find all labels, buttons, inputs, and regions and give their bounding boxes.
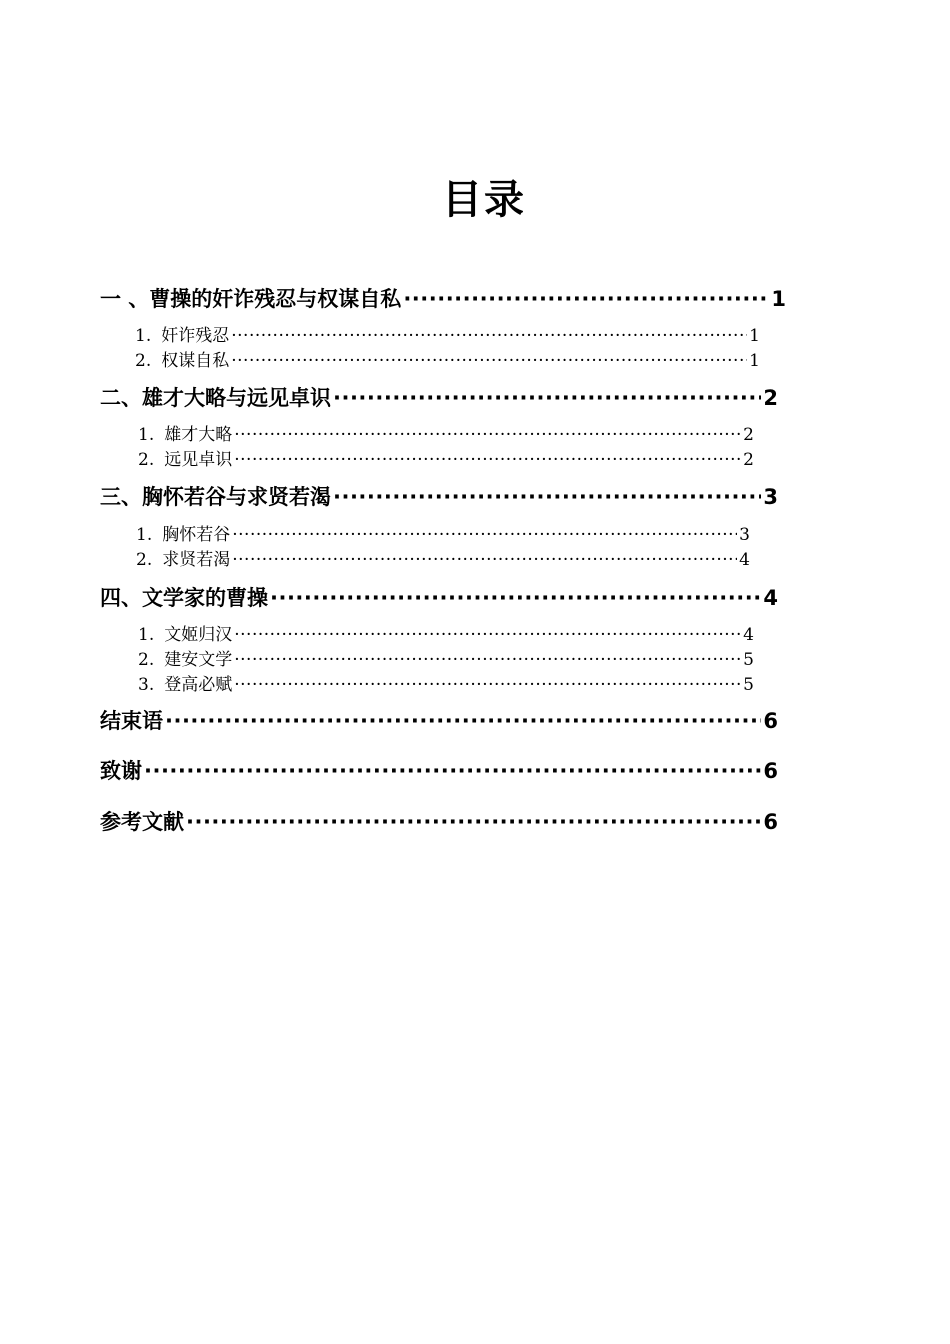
toc-entry-section-1-1[interactable] bbox=[135, 324, 760, 348]
toc-page-number: 2 bbox=[743, 425, 754, 445]
toc-entry-section-3[interactable] bbox=[100, 482, 778, 512]
toc-leader bbox=[234, 648, 741, 672]
toc-entry-section-4-3[interactable] bbox=[138, 673, 754, 697]
toc-entry-label: 一 、曹操的奸诈残忍与权谋自私 bbox=[100, 287, 402, 311]
toc-entry-label: 致谢 bbox=[100, 759, 142, 783]
toc-item-number: 2. bbox=[138, 650, 155, 670]
toc-page-number: 1 bbox=[749, 326, 760, 346]
toc-entry-label: 雄才大略 bbox=[164, 425, 233, 445]
toc-leader bbox=[232, 548, 737, 572]
toc-leader bbox=[231, 324, 747, 348]
toc-entry-label: 奸诈残忍 bbox=[161, 326, 230, 346]
toc-page-number: 4 bbox=[743, 625, 754, 645]
toc-entry-label: 权谋自私 bbox=[161, 351, 230, 371]
toc-leader bbox=[165, 706, 761, 736]
toc-leader bbox=[186, 807, 761, 837]
toc-page-number: 1 bbox=[749, 351, 760, 371]
toc-leader bbox=[270, 583, 761, 613]
toc-item-number: 1. bbox=[138, 425, 155, 445]
toc-page-number: 2 bbox=[763, 386, 778, 410]
toc-item-number: 1. bbox=[138, 625, 155, 645]
toc-entry-references[interactable] bbox=[100, 807, 778, 837]
toc-item-number: 2. bbox=[138, 450, 155, 470]
toc-entry-section-3-2[interactable] bbox=[136, 548, 750, 572]
toc-page-number: 1 bbox=[771, 287, 786, 311]
toc-entry-label: 参考文献 bbox=[100, 810, 184, 834]
toc-item-number: 1. bbox=[136, 525, 153, 545]
toc-entry-label: 登高必赋 bbox=[164, 675, 233, 695]
toc-leader bbox=[232, 523, 737, 547]
toc-entry-label: 远见卓识 bbox=[164, 450, 233, 470]
toc-page-number: 4 bbox=[739, 550, 750, 570]
toc-leader bbox=[231, 349, 747, 373]
toc-page-number: 6 bbox=[763, 709, 778, 733]
toc-entry-section-2[interactable] bbox=[100, 383, 778, 413]
toc-leader bbox=[403, 284, 769, 314]
toc-entry-label: 三、胸怀若谷与求贤若渴 bbox=[100, 485, 331, 509]
toc-page-number: 3 bbox=[763, 485, 778, 509]
toc-entry-label: 建安文学 bbox=[164, 650, 233, 670]
toc-leader bbox=[234, 448, 741, 472]
toc-entry-section-1[interactable] bbox=[100, 284, 786, 314]
toc-entry-section-1-2[interactable] bbox=[135, 349, 760, 373]
toc-entry-section-4[interactable] bbox=[100, 583, 778, 613]
toc-item-number: 2. bbox=[135, 351, 152, 371]
toc-leader bbox=[234, 623, 741, 647]
toc-entry-conclusion[interactable] bbox=[100, 706, 778, 736]
toc-leader bbox=[144, 756, 761, 786]
toc-entry-section-2-2[interactable] bbox=[138, 448, 754, 472]
page-title: 目录 bbox=[442, 177, 526, 223]
toc-entry-label: 结束语 bbox=[100, 709, 163, 733]
toc-entry-label: 四、文学家的曹操 bbox=[100, 586, 268, 610]
toc-entry-label: 胸怀若谷 bbox=[162, 525, 231, 545]
toc-leader bbox=[234, 423, 741, 447]
toc-page-number: 2 bbox=[743, 450, 754, 470]
toc-page-number: 3 bbox=[739, 525, 750, 545]
toc-leader bbox=[333, 383, 761, 413]
toc-page-number: 5 bbox=[743, 650, 754, 670]
toc-leader bbox=[234, 673, 741, 697]
toc-page-number: 4 bbox=[763, 586, 778, 610]
toc-page-number: 6 bbox=[763, 810, 778, 834]
toc-page-number: 5 bbox=[743, 675, 754, 695]
toc-entry-section-4-2[interactable] bbox=[138, 648, 754, 672]
toc-entry-section-4-1[interactable] bbox=[138, 623, 754, 647]
toc-entry-label: 二、雄才大略与远见卓识 bbox=[100, 386, 331, 410]
toc-entry-label: 文姬归汉 bbox=[164, 625, 233, 645]
toc-entry-section-3-1[interactable] bbox=[136, 523, 750, 547]
toc-entry-label: 求贤若渴 bbox=[162, 550, 231, 570]
toc-item-number: 1. bbox=[135, 326, 152, 346]
toc-entry-section-2-1[interactable] bbox=[138, 423, 754, 447]
toc-leader bbox=[333, 482, 761, 512]
toc-page-number: 6 bbox=[763, 759, 778, 783]
toc-item-number: 3. bbox=[138, 675, 155, 695]
toc-item-number: 2. bbox=[136, 550, 153, 570]
toc-entry-acknowledgements[interactable] bbox=[100, 756, 778, 786]
